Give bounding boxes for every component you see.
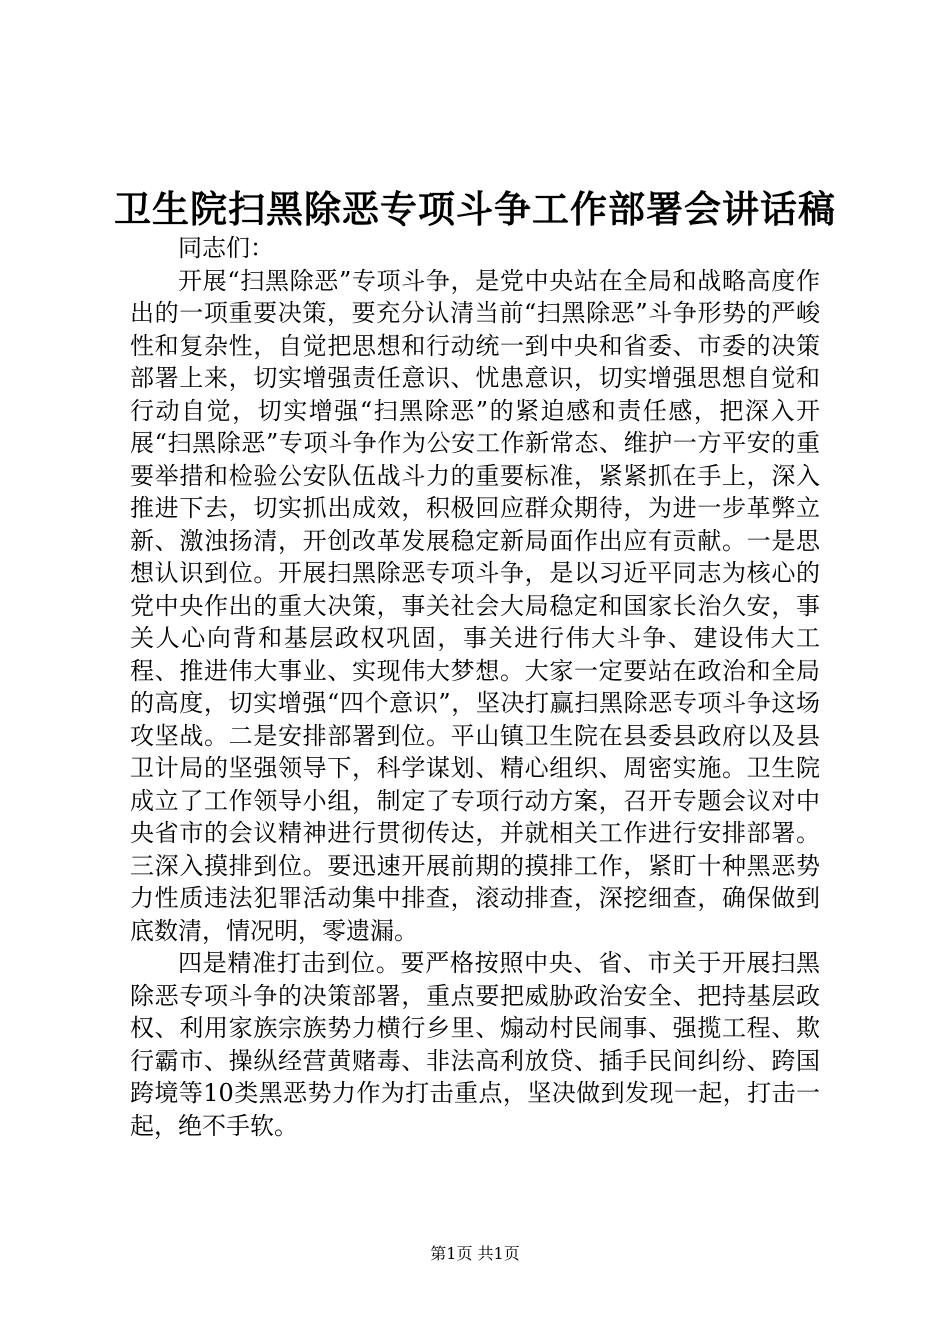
page-footer: 第1页 共1页: [430, 1244, 520, 1263]
salutation: 同志们：: [178, 234, 274, 262]
document-body: [130, 232, 820, 1142]
document-title: 卫生院扫黑除恶专项斗争工作部署会讲话稿: [114, 187, 836, 231]
body-paragraph-1: 开展“扫黑除恶”专项斗争，是党中央站在全局和战略高度作出的一项重要决策，要充分认清当前“扫黑除恶”斗争形势的严峻性和复杂性，自觉把思想和行动统一到中央和省委、市委的决策部署上来，切实增强责任意识、忧患意识，切实增强思想自觉和行动自觉，切实增强“扫黑除恶”的紧迫感和责任感，把深入开展“扫黑除恶”专项斗争作为公安工作新常态、维护一方平安的重要举措和检验公安队伍战斗力的重要标准，紧紧抓在手上，深入推进下去，切实抓出成效，积极回应群众期待，为进一步革弊立新、激浊扬清，开创改革发展稳定新局面作出应有贡献。一是思想认识到位。开展扫黑除恶专项斗争，是以习近平同志为核心的党中央作出的重大决策，事关社会大局稳定和国家长治久安，事关人心向背和基层政权巩固，事关进行伟大斗争、建设伟大工程、推进伟大事业、实现伟大梦想。大家一定要站在政治和全局的高度，切实增强“四个意识”，坚决打赢扫黑除恶专项斗争这场攻坚战。二是安排部署到位。平山镇卫生院在县委县政府以及县卫计局的坚强领导下，科学谋划、精心组织、周密实施。卫生院成立了工作领导小组，制定了专项行动方案，召开专题会议对中央省市的会议精神进行贯彻传达，并就相关工作进行安排部署。三深入摸排到位。要迅速开展前期的摸排工作，紧盯十种黑恶势力性质违法犯罪活动集中排查，滚动排查，深挖细查，确保做到底数清，情况明，零遗漏。: [130, 266, 820, 945]
body-paragraph-2: 四是精准打击到位。要严格按照中央、省、市关于开展扫黑除恶专项斗争的决策部署，重点要把威胁政治安全、把持基层政权、利用家族宗族势力横行乡里、煽动村民闹事、强揽工程、欺行霸市、操纵经营黄赌毒、非法高利放贷、插手民间纠纷、跨国跨境等10类黑恶势力作为打击重点，坚决做到发现一起，打击一起，绝不手软。: [130, 949, 820, 1140]
